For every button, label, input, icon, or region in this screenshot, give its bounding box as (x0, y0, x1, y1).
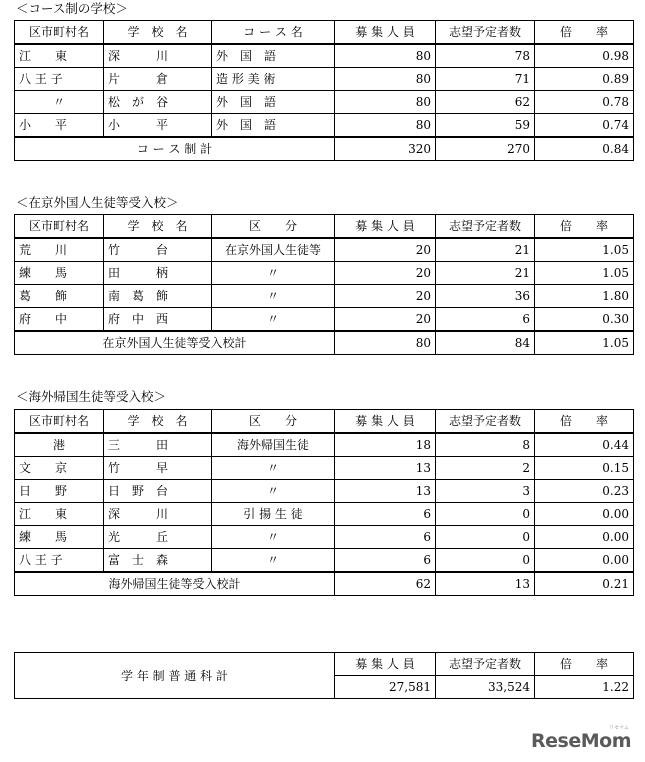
cell-school: 南 葛 飾 (104, 285, 212, 308)
cell-ratio: 0.44 (535, 433, 634, 457)
table-row (15, 91, 634, 114)
cell-municipality: 八 王 子 (15, 549, 104, 573)
grand-applicants: 33,524 (436, 676, 535, 699)
table-total-row (15, 137, 634, 161)
cell-ratio: 0.78 (535, 91, 634, 114)
grand-capacity: 27,581 (335, 676, 436, 699)
cell-applicants: 59 (436, 114, 535, 138)
cell-ratio: 0.74 (535, 114, 634, 138)
total-applicants: 13 (436, 572, 535, 596)
resemom-logo (531, 725, 631, 752)
cell-course: 外 国 語 (212, 114, 335, 138)
cell-capacity: 13 (335, 480, 436, 503)
table-row (15, 308, 634, 332)
table-header-row (15, 215, 634, 239)
cell-applicants: 0 (436, 526, 535, 549)
header-school: 学 校 名 (104, 215, 212, 239)
cell-capacity: 80 (335, 91, 436, 114)
table-row (15, 433, 634, 457)
total-label: 在京外国人生徒等受入校計 (15, 331, 335, 355)
cell-ratio: 0.00 (535, 549, 634, 573)
cell-ratio: 0.23 (535, 480, 634, 503)
total-capacity: 80 (335, 331, 436, 355)
header-capacity: 募 集 人 員 (335, 21, 436, 45)
cell-school: 府 中 西 (104, 308, 212, 332)
cell-municipality: 〃 (15, 91, 104, 114)
total-ratio: 0.84 (535, 137, 634, 161)
cell-category: 〃 (212, 480, 335, 503)
cell-applicants: 62 (436, 91, 535, 114)
header-course: コ ー ス 名 (212, 21, 335, 45)
cell-capacity: 18 (335, 433, 436, 457)
total-label: コ ー ス 制 計 (15, 137, 335, 161)
cell-school: 深 川 (104, 503, 212, 526)
header-municipality: 区市町村名 (15, 21, 104, 45)
cell-course: 造 形 美 術 (212, 68, 335, 91)
header-ratio: 倍 率 (535, 215, 634, 239)
section-title-course: ＜コース制の学校＞ (16, 1, 128, 16)
grand-header-capacity: 募 集 人 員 (335, 653, 436, 676)
table-row (15, 114, 634, 138)
cell-school: 片 倉 (104, 68, 212, 91)
cell-municipality: 府 中 (15, 308, 104, 332)
foreign-table (14, 214, 634, 355)
table-row (15, 503, 634, 526)
cell-category: 〃 (212, 526, 335, 549)
cell-ratio: 1.80 (535, 285, 634, 308)
cell-municipality: 港 (15, 433, 104, 457)
grand-header-applicants: 志望予定者数 (436, 653, 535, 676)
table-total-row (15, 572, 634, 596)
total-applicants: 84 (436, 331, 535, 355)
cell-capacity: 13 (335, 457, 436, 480)
table-total-row (15, 331, 634, 355)
logo-subtext: リセマム (609, 725, 629, 731)
cell-capacity: 20 (335, 262, 436, 285)
cell-municipality: 八 王 子 (15, 68, 104, 91)
table-row (15, 285, 634, 308)
cell-municipality: 練 馬 (15, 262, 104, 285)
cell-course: 外 国 語 (212, 91, 335, 114)
course-table (14, 20, 634, 161)
grand-total-table (14, 652, 634, 699)
cell-ratio: 0.00 (535, 526, 634, 549)
header-ratio: 倍 率 (535, 410, 634, 434)
cell-school: 富 士 森 (104, 549, 212, 573)
cell-category: 〃 (212, 285, 335, 308)
total-label: 海外帰国生徒等受入校計 (15, 572, 335, 596)
cell-school: 田 柄 (104, 262, 212, 285)
cell-ratio: 0.15 (535, 457, 634, 480)
header-applicants: 志望予定者数 (436, 21, 535, 45)
total-ratio: 1.05 (535, 331, 634, 355)
cell-category: 海外帰国生徒 (212, 433, 335, 457)
cell-applicants: 6 (436, 308, 535, 332)
header-capacity: 募 集 人 員 (335, 215, 436, 239)
cell-school: 松 が 谷 (104, 91, 212, 114)
header-applicants: 志望予定者数 (436, 410, 535, 434)
grand-header-row (15, 653, 634, 676)
table-row (15, 526, 634, 549)
cell-municipality: 葛 飾 (15, 285, 104, 308)
total-applicants: 270 (436, 137, 535, 161)
section-title-returnee: ＜海外帰国生徒等受入校＞ (16, 389, 167, 404)
cell-ratio: 0.98 (535, 44, 634, 68)
table-row (15, 262, 634, 285)
header-applicants: 志望予定者数 (436, 215, 535, 239)
returnee-table (14, 409, 634, 596)
cell-ratio: 1.05 (535, 238, 634, 262)
cell-applicants: 2 (436, 457, 535, 480)
section-title-foreign: ＜在京外国人生徒等受入校＞ (16, 195, 179, 210)
cell-school: 日 野 台 (104, 480, 212, 503)
cell-capacity: 80 (335, 114, 436, 138)
cell-municipality: 日 野 (15, 480, 104, 503)
header-school: 学 校 名 (104, 410, 212, 434)
cell-capacity: 6 (335, 526, 436, 549)
total-capacity: 320 (335, 137, 436, 161)
cell-municipality: 文 京 (15, 457, 104, 480)
cell-applicants: 71 (436, 68, 535, 91)
cell-school: 竹 台 (104, 238, 212, 262)
cell-capacity: 20 (335, 285, 436, 308)
cell-applicants: 3 (436, 480, 535, 503)
grand-header-ratio: 倍 率 (535, 653, 634, 676)
header-municipality: 区市町村名 (15, 215, 104, 239)
cell-school: 小 平 (104, 114, 212, 138)
header-municipality: 区市町村名 (15, 410, 104, 434)
cell-municipality: 江 東 (15, 44, 104, 68)
table-header-row (15, 21, 634, 45)
cell-category: 〃 (212, 308, 335, 332)
header-ratio: 倍 率 (535, 21, 634, 45)
cell-applicants: 21 (436, 238, 535, 262)
header-category: 区 分 (212, 215, 335, 239)
cell-capacity: 20 (335, 238, 436, 262)
cell-capacity: 6 (335, 503, 436, 526)
cell-category: 引 揚 生 徒 (212, 503, 335, 526)
header-category: 区 分 (212, 410, 335, 434)
cell-applicants: 21 (436, 262, 535, 285)
cell-municipality: 江 東 (15, 503, 104, 526)
table-row (15, 480, 634, 503)
table-row (15, 549, 634, 573)
header-school: 学 校 名 (104, 21, 212, 45)
cell-school: 竹 早 (104, 457, 212, 480)
cell-capacity: 6 (335, 549, 436, 573)
cell-school: 深 川 (104, 44, 212, 68)
cell-category: 〃 (212, 549, 335, 573)
cell-category: 〃 (212, 457, 335, 480)
cell-municipality: 練 馬 (15, 526, 104, 549)
table-header-row (15, 410, 634, 434)
logo-text: ReseMom (531, 730, 631, 752)
cell-ratio: 0.00 (535, 503, 634, 526)
table-row (15, 238, 634, 262)
cell-category: 〃 (212, 262, 335, 285)
table-row (15, 44, 634, 68)
cell-category: 在京外国人生徒等 (212, 238, 335, 262)
header-capacity: 募 集 人 員 (335, 410, 436, 434)
cell-capacity: 80 (335, 68, 436, 91)
cell-applicants: 0 (436, 503, 535, 526)
table-row (15, 68, 634, 91)
table-row (15, 457, 634, 480)
cell-capacity: 80 (335, 44, 436, 68)
cell-school: 光 丘 (104, 526, 212, 549)
cell-applicants: 8 (436, 433, 535, 457)
cell-municipality: 荒 川 (15, 238, 104, 262)
cell-course: 外 国 語 (212, 44, 335, 68)
cell-applicants: 78 (436, 44, 535, 68)
cell-ratio: 0.30 (535, 308, 634, 332)
cell-municipality: 小 平 (15, 114, 104, 138)
cell-applicants: 36 (436, 285, 535, 308)
cell-school: 三 田 (104, 433, 212, 457)
total-ratio: 0.21 (535, 572, 634, 596)
cell-applicants: 0 (436, 549, 535, 573)
cell-ratio: 1.05 (535, 262, 634, 285)
grand-total-label: 学 年 制 普 通 科 計 (15, 653, 335, 699)
cell-capacity: 20 (335, 308, 436, 332)
grand-ratio: 1.22 (535, 676, 634, 699)
total-capacity: 62 (335, 572, 436, 596)
cell-ratio: 0.89 (535, 68, 634, 91)
